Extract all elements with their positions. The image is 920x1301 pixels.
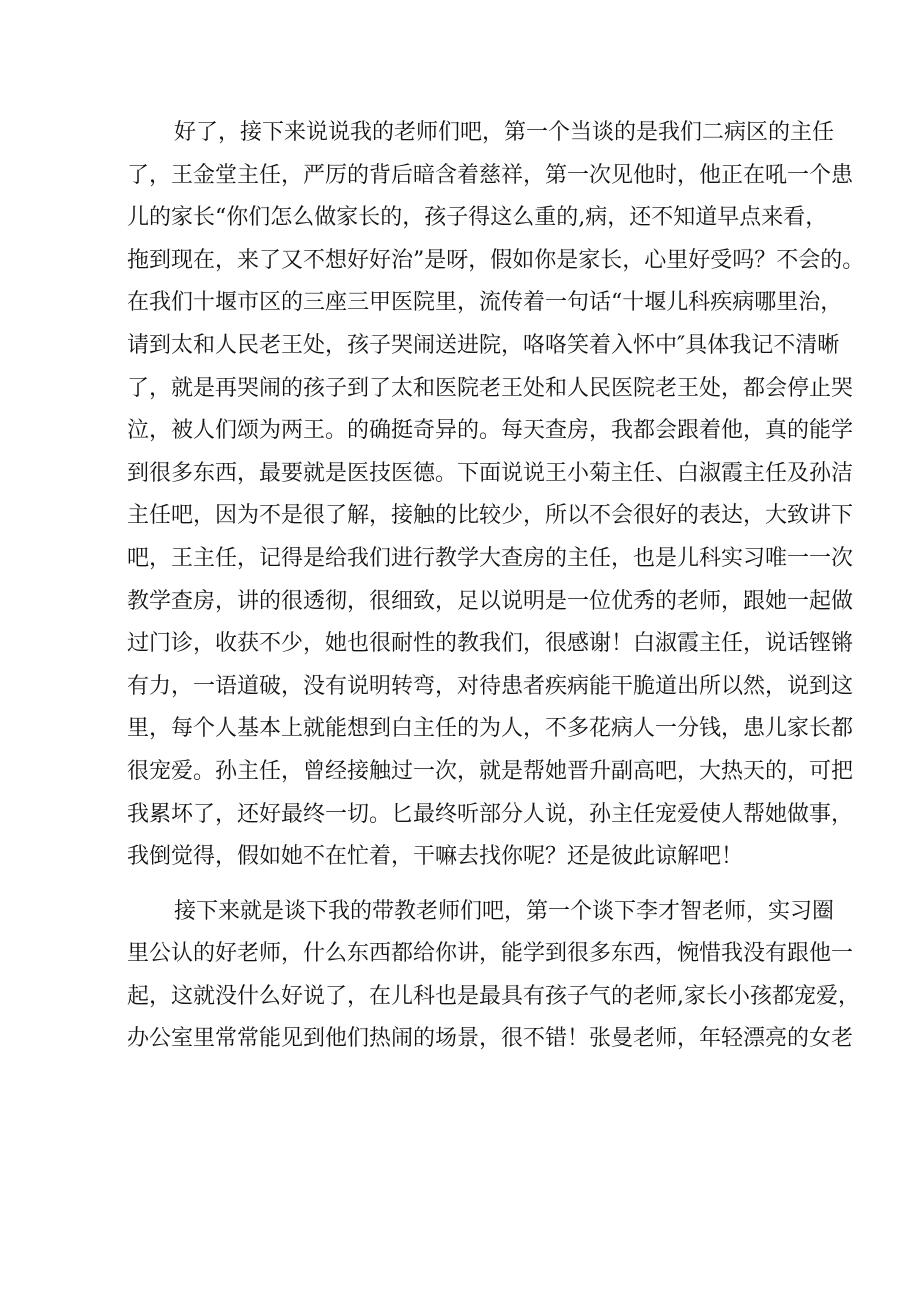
text-line: 很宠爱。孙主任，曾经接触过一次，就是帮她晋升副高吧，大热天的，可把	[127, 758, 854, 784]
text-line: 里，每个人基本上就能想到白主任的为人，不多花病人一分钱，患儿家长都	[127, 716, 854, 742]
text-line: 我累坏了，还好最终一切。匕最终听部分人说，孙主任宠爱使人帮她做事，	[127, 801, 854, 827]
text-line: 里公认的好老师，什么东西都给你讲，能学到很多东西，惋惜我没有跟他一	[127, 941, 854, 967]
paragraph	[127, 891, 860, 1061]
text-line: 儿的家长“你们怎么做家长的，孩子得这么重的,病，还不知道早点来看，	[127, 205, 828, 231]
text-line: 泣，被人们颂为两王。的确挺奇异的。每天查房，我都会跟着他，真的能学	[127, 418, 854, 444]
text-line: 请到太和人民老王处，孩子哭闹送进院，咯咯笑着入怀中″具体我记不清晰	[127, 332, 840, 358]
text-line: 好了，接下来说说我的老师们吧，第一个当谈的是我们二病区的主任	[174, 120, 835, 145]
text-line: 主任吧，因为不是很了解，接触的比较少，所以不会很好的表达，大致讲下	[127, 503, 854, 529]
document-body	[127, 112, 865, 1061]
paragraph	[127, 112, 865, 879]
text-line: 过门诊，收获不少，她也很耐性的教我们，很感谢！白淑霞主任，说话铿锵	[127, 631, 854, 657]
text-line: 起，这就没什么好说了，在儿科也是最具有孩子气的老师,家长小孩都宠爱，	[127, 983, 860, 1009]
text-line: 拖到现在，来了又不想好好治”是呀，假如你是家长，心里好受吗？不会的。	[127, 247, 865, 273]
text-line: 我倒觉得，假如她不在忙着，干嘛去找你呢？还是彼此谅解吧！	[127, 844, 744, 870]
text-line: 有力，一语道破，没有说明转弯，对待患者疾病能干脆道出所以然，说到这	[127, 673, 854, 699]
text-line: 了，王金堂主任，严厉的背后暗含着慈祥，第一次见他时，他正在吼一个患	[127, 162, 854, 188]
text-line: 吧，王主任，记得是给我们进行教学大查房的主任，也是儿科实习唯一一次	[127, 545, 854, 571]
text-line: 了，就是再哭闹的孩子到了太和医院老王处和人民医院老王处，都会停止哭	[127, 375, 854, 401]
text-line: 教学查房，讲的很透彻，很细致，足以说明是一位优秀的老师，跟她一起做	[127, 588, 854, 614]
text-line: 办公室里常常能见到他们热闹的场景，很不错！张曼老师，年轻漂亮的女老	[127, 1026, 854, 1052]
text-line: 接下来就是谈下我的带教老师们吧，第一个谈下李才智老师，实习圈	[174, 898, 835, 924]
paragraph-gap	[127, 879, 799, 891]
text-line: 到很多东西，最要就是医技医德。下面说说王小菊主任、白淑霞主任及孙洁	[127, 460, 854, 486]
text-line: 在我们十堰市区的三座三甲医院里，流传着一句话“十堰儿科疾病哪里治，	[127, 290, 843, 316]
